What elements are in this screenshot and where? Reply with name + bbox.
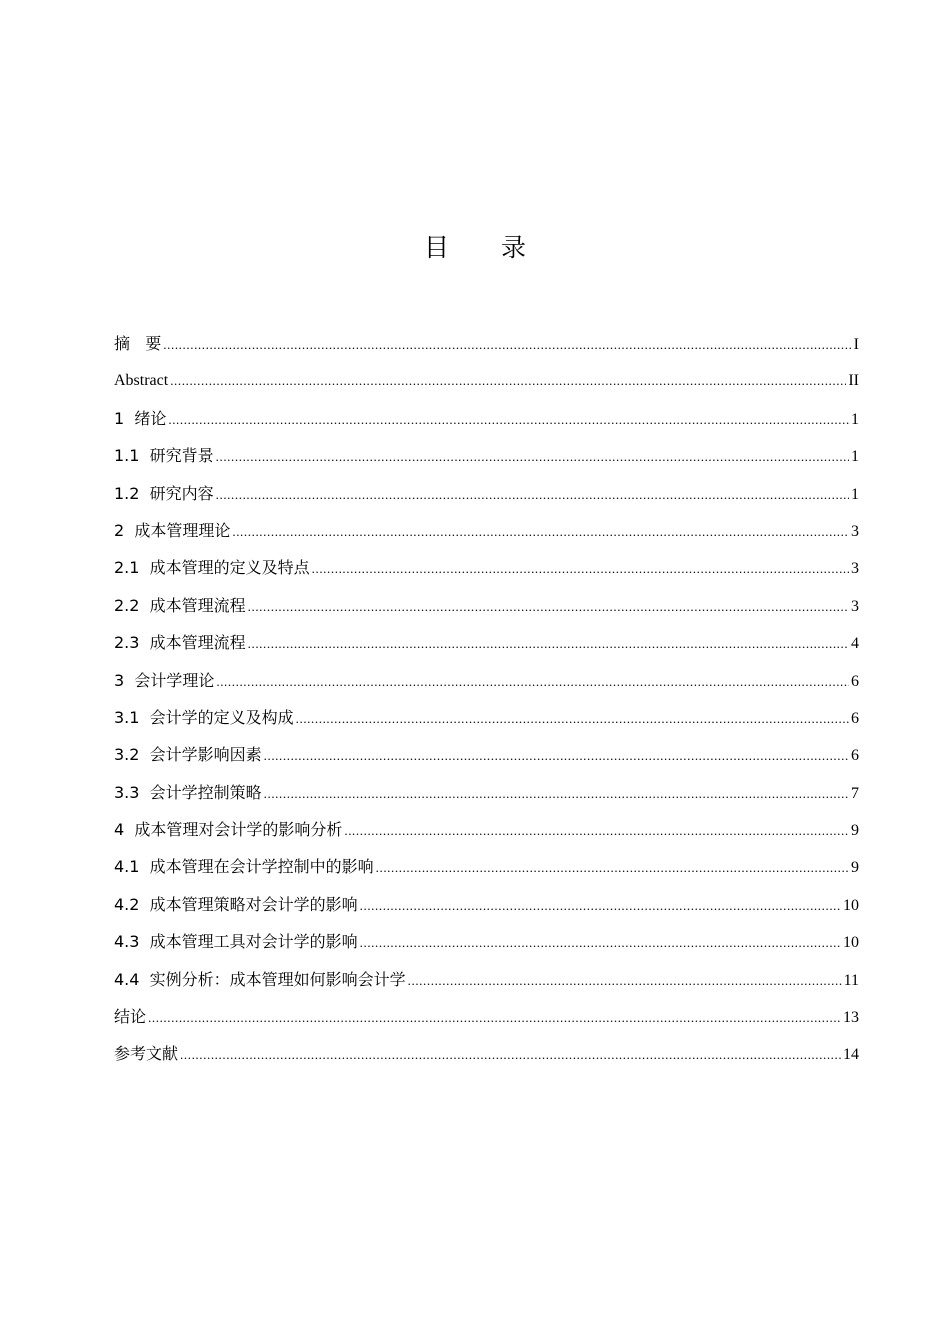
toc-entry[interactable] xyxy=(114,362,859,399)
toc-entry-label: 1.2 研究内容 xyxy=(114,483,214,503)
toc-dot-leader xyxy=(360,887,841,924)
toc-entry-label: 4 成本管理对会计学的影响分析 xyxy=(114,820,343,840)
toc-dot-leader xyxy=(344,812,849,849)
toc-entry-page-number: 9 xyxy=(851,859,859,877)
toc-dot-leader xyxy=(232,513,849,550)
toc-entry-page-number: 13 xyxy=(843,1009,859,1027)
toc-entry-page-number: 3 xyxy=(851,597,859,615)
toc-entry-label: 4.2 成本管理策略对会计学的影响 xyxy=(114,894,358,914)
toc-entry-page-number: 1 xyxy=(851,410,859,428)
toc-entry-page-number: 3 xyxy=(851,560,859,578)
toc-dot-leader xyxy=(216,476,849,513)
toc-entry-label: 2.3 成本管理流程 xyxy=(114,633,246,653)
toc-entry[interactable] xyxy=(114,475,859,512)
toc-dot-leader xyxy=(376,849,849,886)
toc-entry-page-number: 1 xyxy=(851,448,859,466)
toc-entry[interactable] xyxy=(114,400,859,437)
toc-entry[interactable] xyxy=(114,886,859,923)
toc-entry[interactable] xyxy=(114,961,859,998)
toc-entry-label: 1.1 研究背景 xyxy=(114,446,214,466)
toc-entry-label: 1 绪论 xyxy=(114,408,167,428)
toc-dot-leader xyxy=(248,588,849,625)
toc-entry-page-number: 14 xyxy=(843,1046,859,1064)
toc-entry-label: 4.1 成本管理在会计学控制中的影响 xyxy=(114,857,374,877)
toc-entry-page-number: II xyxy=(848,372,859,390)
toc-dot-leader xyxy=(163,326,851,363)
toc-entry-page-number: 6 xyxy=(851,747,859,765)
toc-entry-page-number: 4 xyxy=(851,635,859,653)
toc-entry-page-number: 10 xyxy=(843,896,859,914)
toc-entry-label: 2 成本管理理论 xyxy=(114,520,231,540)
toc-entry-label: 2.1 成本管理的定义及特点 xyxy=(114,558,310,578)
toc-entry-label: 3 会计学理论 xyxy=(114,670,215,690)
toc-entry[interactable] xyxy=(114,811,859,848)
toc-entry-label: 2.2 成本管理流程 xyxy=(114,595,246,615)
toc-entry[interactable] xyxy=(114,1035,859,1072)
toc-entry[interactable] xyxy=(114,325,859,362)
toc-list xyxy=(114,325,859,1073)
toc-entry-label: 摘 要 xyxy=(114,334,162,353)
toc-entry-page-number: 7 xyxy=(851,784,859,802)
toc-entry-label: Abstract xyxy=(114,372,169,390)
toc-entry[interactable] xyxy=(114,662,859,699)
toc-entry[interactable] xyxy=(114,923,859,960)
toc-entry[interactable] xyxy=(114,998,859,1035)
toc-dot-leader xyxy=(168,401,849,438)
toc-entry-label: 3.1 会计学的定义及构成 xyxy=(114,707,294,727)
toc-entry-label: 参考文献 xyxy=(114,1044,179,1064)
toc-entry-label: 4.3 成本管理工具对会计学的影响 xyxy=(114,932,358,952)
toc-dot-leader xyxy=(360,924,841,961)
toc-entry-page-number: 11 xyxy=(843,971,859,989)
toc-entry-page-number: 1 xyxy=(851,485,859,503)
toc-entry[interactable] xyxy=(114,437,859,474)
toc-dot-leader xyxy=(264,775,849,812)
toc-entry-page-number: 6 xyxy=(851,709,859,727)
toc-entry[interactable] xyxy=(114,512,859,549)
toc-dot-leader xyxy=(312,550,849,587)
toc-entry-page-number: 6 xyxy=(851,672,859,690)
toc-dot-leader xyxy=(180,1036,841,1073)
toc-entry[interactable] xyxy=(114,699,859,736)
toc-dot-leader xyxy=(264,737,849,774)
toc-entry-page-number: 3 xyxy=(851,522,859,540)
toc-entry-page-number: I xyxy=(853,336,859,353)
toc-entry-label: 4.4 实例分析：成本管理如何影响会计学 xyxy=(114,969,406,989)
toc-entry[interactable] xyxy=(114,848,859,885)
toc-dot-leader xyxy=(408,962,842,999)
toc-entry[interactable] xyxy=(114,549,859,586)
toc-entry-label: 3.3 会计学控制策略 xyxy=(114,782,262,802)
toc-entry[interactable] xyxy=(114,736,859,773)
toc-entry-label: 3.2 会计学影响因素 xyxy=(114,745,262,765)
toc-dot-leader xyxy=(216,663,849,700)
toc-dot-leader xyxy=(148,999,841,1036)
toc-dot-leader xyxy=(216,438,849,475)
toc-entry-label: 结论 xyxy=(114,1007,147,1027)
toc-title: 目 录 xyxy=(424,233,548,262)
toc-entry[interactable] xyxy=(114,774,859,811)
toc-dot-leader xyxy=(248,625,849,662)
toc-dot-leader xyxy=(296,700,849,737)
toc-entry-page-number: 9 xyxy=(851,822,859,840)
toc-entry[interactable] xyxy=(114,624,859,661)
toc-entry-page-number: 10 xyxy=(843,934,859,952)
toc-entry[interactable] xyxy=(114,587,859,624)
toc-dot-leader xyxy=(170,362,846,399)
